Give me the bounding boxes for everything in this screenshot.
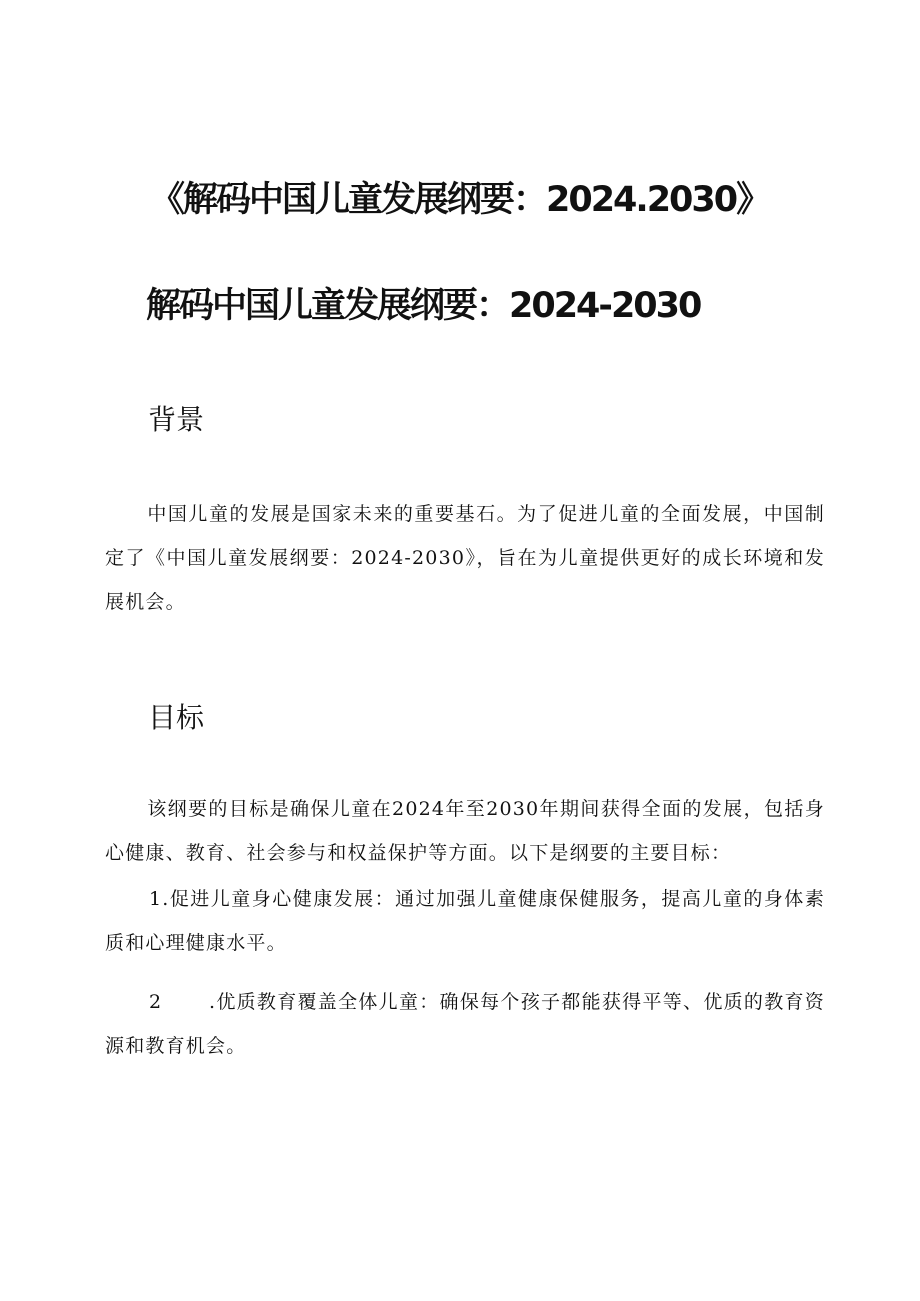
section-heading-goals: 目标 (148, 701, 205, 734)
goals-paragraph (105, 787, 825, 875)
goal-item-text: .优质教育覆盖全体儿童：确保每个孩子都能获得平等、优质的教育资源和教育机会。 (105, 991, 825, 1057)
goal-item-number: 1. (149, 888, 170, 910)
goals-paragraph-text: 该纲要的目标是确保儿童在2024年至2030年期间获得全面的发展，包括身心健康、教育、社会参与和权益保护等方面。以下是纲要的主要目标： (105, 798, 825, 864)
goal-list-item (105, 877, 825, 965)
goal-list-item (105, 980, 825, 1068)
document-subtitle: 解码中国儿童发展纲要：2024-2030 (146, 286, 701, 326)
goal-item-text: 促进儿童身心健康发展：通过加强儿童健康保健服务，提高儿童的身体素质和心理健康水平。 (105, 888, 825, 954)
section-heading-background: 背景 (148, 403, 205, 436)
document-title: 《解码中国儿童发展纲要：2024.2030》 (150, 180, 770, 220)
goal-item-number: 2 (149, 991, 163, 1013)
background-paragraph (105, 492, 825, 624)
background-paragraph-text: 中国儿童的发展是国家未来的重要基石。为了促进儿童的全面发展，中国制定了《中国儿童发展纲要：2024-2030》，旨在为儿童提供更好的成长环境和发展机会。 (105, 503, 825, 613)
